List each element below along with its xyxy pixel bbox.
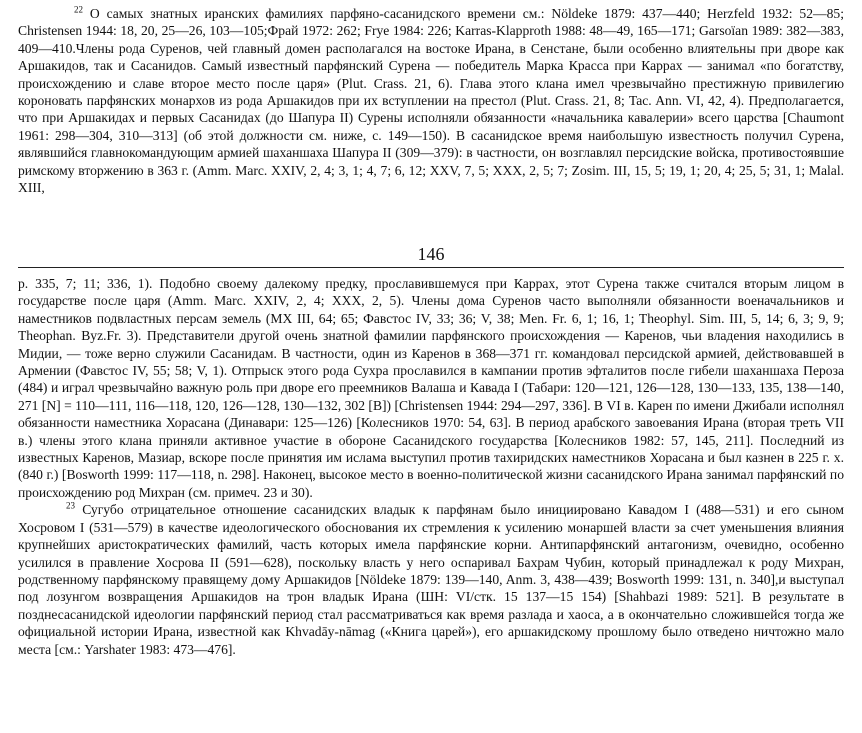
footnote-23-text: Сугубо отрицательное отношение сасанидских владык к парфянам было инициировано Кавадом I (488—531) и его сыном Хосровом I (531—579) в качестве идеологического обоснования их стремления к усилению монаршей власти за счет уменьшения влияния крупнейших аристократических фамилий, часть которых имела парфянские корни. Антипарфянский антагонизм, очевидно, особенно усилился в правление Хосрова II (591—628), поскольку власть у него оспаривал Бахрам Чубин, который принадлежал к роду Михран, родственному парфянскому правящему дому Аршакидов [Nöldeke 1879: 139—140, Anm. 3, 438—439; Bosworth 1999: 131, n. 340],и выступал под лозунгом возвращения Аршакидов на трон владык Ирана (ШН: VI/стк. 15 137—15 154) [Shahbazi 1989: 521]. В результате в позднесасанидской идеологии парфянский период стал рассматриваться как время разлада и хаоса, а в окончательно сложившейся тогда же официальной истории Ирана, известной как Khvadāy-nāmag («Книга царей»), его аршакидскому прошлому было отведено ничтожно мало места [см.: Yarshater 1983: 473—476]. xyxy=(18,502,845,657)
footnote-continuation-block xyxy=(18,275,844,658)
footnote-23 xyxy=(18,501,844,658)
footnote-marker-22: 22 xyxy=(74,4,83,15)
footnote-22-text: О самых знатных иранских фамилиях парфяно-сасанидского времени см.: Nöldeke 1879: 437—440; Herzfeld 1932: 52—85; Christensen 1944: 18, 20, 25—26, 103—105;Фрай 1972: 262; Frye 1984: 226; Karras-Klapproth 1988: 48—49, 165—171; Garsoïan 1989: 382—383, 409—410.Члены рода Суренов, чей главный домен располагался на востоке Ирана, в Сенстане, были особенно влиятельны при дворе как Аршакидов, так и Сасанидов. Самый известный парфянский Сурена — победитель Марка Красса при Каррах — занимал «по богатству, происхождению и славе второе место после царя» (Plut. Crass. 21, 6). Глава этого клана имел чрезвычайно престижную привилегию короновать парфянских монархов из рода Аршакидов при их вступлении на престол (Plut. Crass. 21, 8; Tac. Ann. VI, 42, 4). Предполагается, что при Аршакидах и первых Сасанидах (до Шапура II) Сурены исполняли обязанности «начальника кавалерии» всего царства [Chaumont 1961: 298—304, 310—313] (об этой должности см. ниже, с. 149—150). В сасанидское время наибольшую известность получил Сурена, являвшийся главнокомандующим армией шаханшаха Шапура II (309—379): в частности, он возглавлял персидские войска, противостоявшие римскому вторжению в 363 г. (Amm. Marc. XXIV, 2, 4; 3, 1; 4, 7; 6, 12; XXV, 7, 5; XXX, 2, 5; 7; Zosim. III, 15, 5; 19, 1; 20, 4; 25, 5; 31, 1; Malal. XIII, xyxy=(18,6,844,196)
footnote-marker-23: 23 xyxy=(66,500,75,511)
page-number: 146 xyxy=(417,244,445,264)
page-divider xyxy=(18,267,844,268)
footnote-22-continuation: p. 335, 7; 11; 336, 1). Подобно своему далекому предку, прославившемуся при Каррах, этот Сурена также считался вторым лицом в государстве после царя (Amm. Marc. XXIV, 2, 4; XXX, 2, 5). Члены дома Суренов часто выполняли обязанности военачальников и наместников подвластных персам земель (МХ III, 64; 65; Фавстос IV, 33; 36; V, 38; Men. Fr. 6, 1; 16, 1; Theophyl. Sim. III, 5, 14; 6, 3; 9, 9; Theophan. Byz.Fr. 3). Представители другой очень знатной фамилии парфянского происхождения — Каренов, чьи владения находились в Мидии, — тоже верно служили Сасанидам. В частности, один из Каренов в 368—371 гг. командовал персидской армией, действовавшей в Армении (Фавстос IV, 55; 58; V, 1). Отпрыск этого рода Сухра прославился в кампании против эфталитов после гибели шаханшаха Пероза (484) и играл чрезвычайно важную роль при дворе его преемников Валаша и Кавада I (Табари: 120—121, 126—128, 130—133, 135, 138—140, 271 [N] = 110—111, 116—118, 120, 126—128, 130—132, 302 [B]) [Christensen 1944: 294—297, 336]. В VI в. Карен по имени Джибали исполнял обязанности наместника Хорасана (Динавари: 125—126) [Колесников 1970: 54, 63]. В период арабского завоевания Ирана (вторая треть VII в.) члены этого клана приняли активное участие в обороне Сасанидского государства [Колесников 1982: 57, 145, 211]. Последний из известных Каренов, Мазиар, вскоре после принятия им ислама выступил против тахиридских наместников Хорасана и был казнен в 225 г. х. (840 г.) [Bosworth 1999: 117—118, n. 298]. Наконец, высокое место в военно-политической жизни сасанидского Ирана занимал парфянский по происхождению род Михран (см. примеч. 23 и 30). xyxy=(18,276,844,500)
footnote-22 xyxy=(18,5,844,196)
